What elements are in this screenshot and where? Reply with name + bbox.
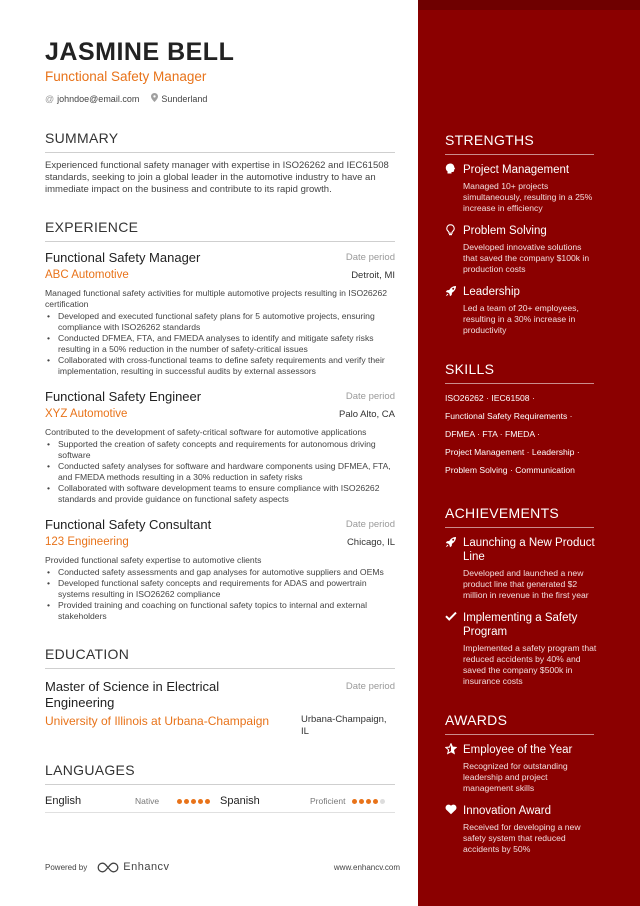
proficiency-dot-filled [177, 799, 182, 804]
strength-item [445, 224, 618, 275]
award-desc: Recognized for outstanding leadership and project management skills [463, 761, 568, 793]
brain-icon [445, 163, 463, 214]
skill-line: DFMEA · FTA · FMEDA · [445, 429, 540, 439]
job-date: Date period [345, 252, 395, 263]
skill-line: Project Management · Leadership · [445, 447, 580, 457]
achievement-item [445, 536, 618, 601]
sidebar [418, 0, 640, 906]
skill-line: Functional Safety Requirements · [445, 411, 573, 421]
language-name: Spanish [220, 795, 260, 807]
email-item[interactable] [45, 94, 139, 104]
achievement-desc: Implemented a safety program that reduced accidents by 40% and saved the company $500k in insurance costs [463, 643, 597, 686]
strength-title: Project Management [463, 164, 570, 176]
job-bullet: • Provided training and coaching on functional safety topics to internal and external stakeholders [45, 600, 395, 622]
proficiency-dot-filled [359, 799, 364, 804]
job-bullet: • Conducted DFMEA, FTA, and FMEDA analyses to identify and mitigate safety risks resulting in a 50% reduction in the number of safety-critical issues [45, 333, 395, 355]
job-title: Functional Safety Manager [45, 250, 201, 265]
experience-heading: EXPERIENCE [45, 219, 395, 242]
languages-list [45, 795, 395, 813]
brand-name: Enhancv [123, 861, 170, 873]
job-bullets [45, 311, 395, 377]
candidate-name: JASMINE BELL [45, 38, 235, 66]
job-bullet: • Conducted safety assessments and gap analyses for automotive suppliers and OEMs [45, 567, 395, 578]
pin-icon [151, 93, 158, 104]
strength-desc: Led a team of 20+ employees, resulting in a 30% increase in productivity [463, 303, 579, 335]
candidate-title: Functional Safety Manager [45, 69, 207, 84]
job-bullet: • Developed functional safety concepts and requirements for ADAS and powertrain systems resulting in ISO26262 compliance [45, 578, 395, 600]
education-entry [45, 679, 395, 711]
degree-title: Master of Science in Electrical Engineering [45, 679, 220, 710]
language-item [45, 795, 220, 807]
achievement-title: Implementing a Safety Program [463, 612, 578, 638]
job-bullet: • Collaborated with software development teams to ensure compliance with ISO26262 standards and provide guidance on functional safety aspects [45, 483, 395, 505]
award-item [445, 743, 618, 794]
job-location: Detroit, MI [351, 270, 395, 281]
rocket-icon [445, 285, 463, 336]
at-icon: @ [45, 93, 55, 104]
achievements-heading: ACHIEVEMENTS [445, 505, 594, 528]
job-entry [45, 517, 395, 622]
job-bullet: • Conducted safety analyses for software and hardware components using DFMEA, FTA, and FMEDA methods resulting in a 30% reduction in safety risks [45, 461, 395, 483]
job-bullet: • Developed and executed functional safety plans for 5 automotive projects, ensuring compliance with ISO26262 standards [45, 311, 395, 333]
language-name: English [45, 795, 82, 807]
proficiency-dots [352, 799, 385, 804]
strength-item [445, 163, 618, 214]
sidebar-top-band [418, 0, 640, 10]
company-name: ABC Automotive [45, 269, 129, 281]
job-location: Palo Alto, CA [339, 409, 395, 420]
enhancv-logo-icon [97, 862, 119, 873]
achievement-desc: Developed and launched a new product line that generated $2 million in revenue in the first year [463, 568, 589, 600]
rocket-icon [445, 536, 463, 601]
location-item [151, 93, 207, 104]
proficiency-dot-filled [352, 799, 357, 804]
language-level: Proficient [310, 796, 346, 806]
job-entry [45, 250, 395, 377]
achievement-item [445, 611, 618, 687]
summary-text: Experienced functional safety manager with expertise in ISO26262 and IEC61508 standards, seeking to join a global leader in the automotive industry to have an immediate impact on the business and contribute to its rapid growth. [45, 160, 389, 195]
job-description: Provided functional safety expertise to automotive clients [45, 555, 262, 565]
skill-line: ISO26262 · IEC61508 · [445, 393, 535, 403]
award-item [445, 804, 618, 855]
skills-list [445, 389, 618, 479]
company-name: XYZ Automotive [45, 408, 128, 420]
strength-title: Problem Solving [463, 225, 547, 237]
awards-heading: AWARDS [445, 712, 594, 735]
proficiency-dot-filled [184, 799, 189, 804]
heart-icon [445, 804, 463, 855]
contact-info [45, 93, 394, 104]
achievement-title: Launching a New Product Line [463, 537, 595, 563]
languages-heading: LANGUAGES [45, 762, 395, 785]
language-item [220, 795, 395, 807]
job-date: Date period [345, 519, 395, 530]
powered-by-text: Powered by [45, 862, 88, 872]
skill-line: Problem Solving · Communication [445, 465, 575, 475]
strength-title: Leadership [463, 286, 520, 298]
education-heading: EDUCATION [45, 646, 395, 669]
lightbulb-icon [445, 224, 463, 275]
proficiency-dots [177, 799, 210, 804]
location-text: Sunderland [161, 93, 208, 104]
strength-desc: Managed 10+ projects simultaneously, resulting in a 25% increase in efficiency [463, 181, 593, 213]
job-title: Functional Safety Consultant [45, 517, 212, 532]
job-location: Chicago, IL [346, 537, 395, 548]
proficiency-dot-filled [366, 799, 371, 804]
company-name: 123 Engineering [45, 536, 129, 548]
proficiency-dot-filled [205, 799, 210, 804]
star-icon [445, 743, 463, 794]
award-title: Innovation Award [463, 805, 552, 817]
job-description: Managed functional safety activities for multiple automotive projects resulting in ISO26262 certification [45, 288, 388, 309]
proficiency-dot-filled [191, 799, 196, 804]
footer-url[interactable]: www.enhancv.com [333, 862, 400, 872]
strengths-heading: STRENGTHS [445, 132, 594, 155]
summary-heading: SUMMARY [45, 130, 395, 153]
job-bullets [45, 439, 395, 505]
award-title: Employee of the Year [463, 744, 573, 756]
enhancv-logo[interactable] [97, 861, 169, 873]
strength-desc: Developed innovative solutions that saved the company $100k in production costs [463, 242, 590, 274]
language-level: Native [135, 796, 160, 806]
footer [45, 861, 400, 873]
school-name: University of Illinois at Urbana-Champaign [45, 714, 270, 728]
education-date: Date period [345, 681, 395, 692]
job-description: Contributed to the development of safety-critical software for automotive applications [45, 427, 367, 437]
skills-heading: SKILLS [445, 361, 594, 384]
job-entry [45, 389, 395, 505]
job-bullets [45, 567, 395, 622]
check-icon [445, 611, 463, 687]
email-text: johndoe@email.com [57, 93, 140, 104]
job-bullet: • Supported the creation of safety concepts and requirements for autonomous driving software [45, 439, 395, 461]
proficiency-dot-filled [373, 799, 378, 804]
school-location: Urbana-Champaign, IL [301, 714, 387, 737]
job-date: Date period [345, 391, 395, 402]
strength-item [445, 285, 618, 336]
proficiency-dot-empty [380, 799, 385, 804]
award-desc: Received for developing a new safety system that reduced accidents by 50% [463, 822, 581, 854]
job-bullet: • Collaborated with cross-functional teams to define safety requirements and verify their implementation, resulting in successful audits by external assessors [45, 355, 395, 377]
proficiency-dot-filled [198, 799, 203, 804]
job-title: Functional Safety Engineer [45, 389, 202, 404]
